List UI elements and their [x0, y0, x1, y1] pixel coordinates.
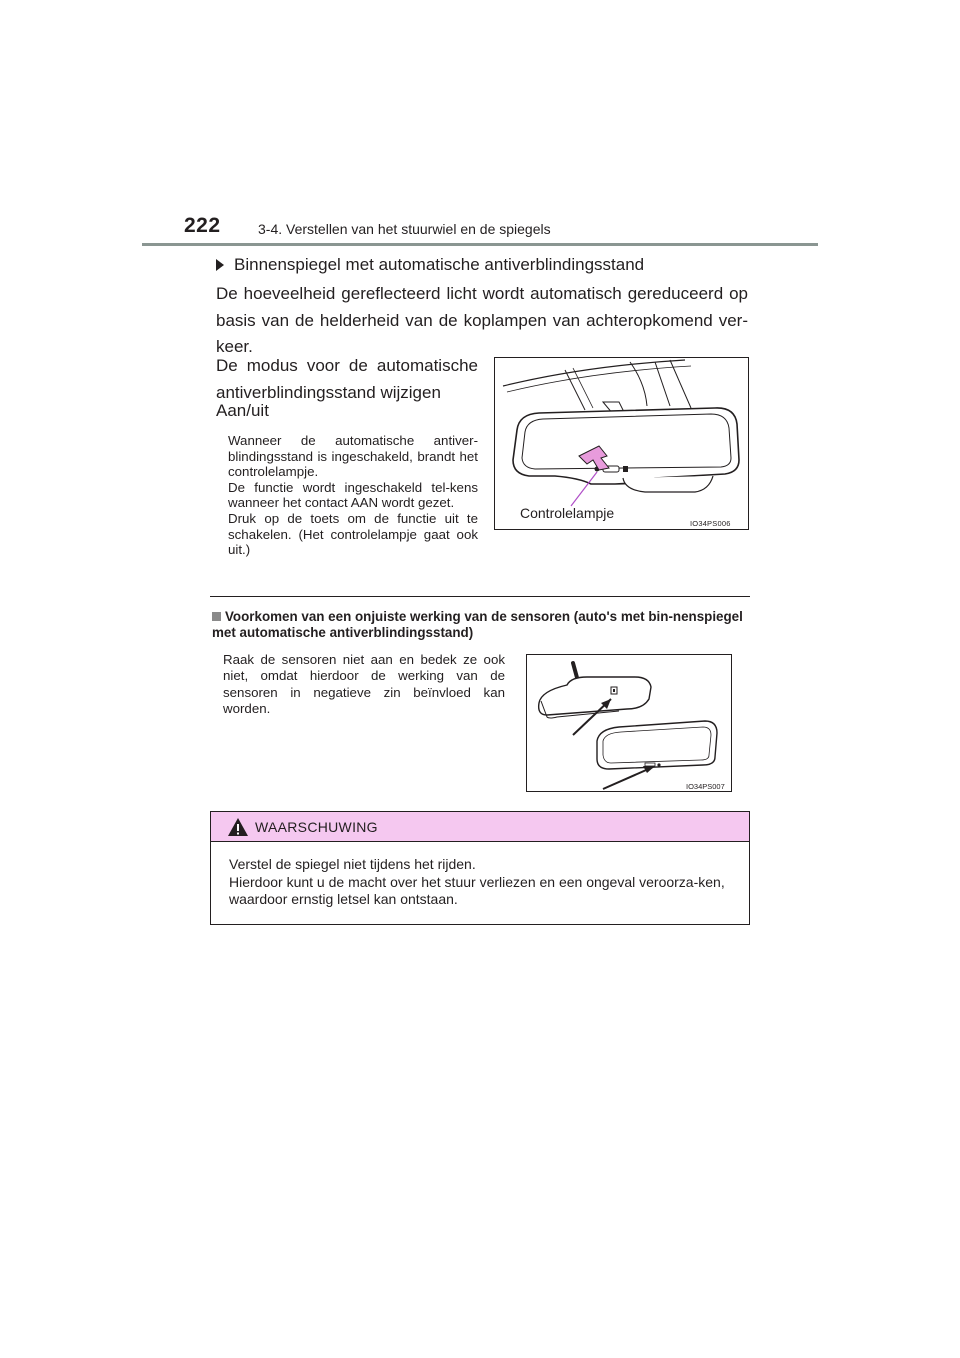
warning-box	[210, 811, 750, 925]
sensor-description: Raak de sensoren niet aan en bedek ze ook niet, omdat hierdoor de werking van de sensoren in negatieve zin beïnvloed kan worden.	[223, 652, 505, 716]
warning-header	[211, 812, 749, 842]
sensor-heading-text: Voorkomen van een onjuiste werking van de sensoren (auto's met bin-nenspiegel met automatische antiverblindingsstand)	[212, 609, 743, 640]
aanuit-line: De functie wordt ingeschakeld tel-kens wanneer het contact AAN wordt gezet.	[228, 479, 478, 511]
page-number: 222	[184, 214, 221, 237]
warning-line: Verstel de spiegel niet tijdens het rijden.	[229, 856, 476, 872]
bullet-heading-text: Binnenspiegel met automatische antiverblindingsstand	[234, 255, 645, 274]
sensor-figure	[526, 654, 732, 792]
aanuit-title: Aan/uit	[216, 401, 269, 420]
warning-title: WAARSCHUWING	[255, 819, 378, 835]
section-title: 3-4. Verstellen van het stuurwiel en de spiegels	[258, 221, 551, 237]
warning-line: Hierdoor kunt u de macht over het stuur verliezen en een ongeval veroorza-ken, waardoor ernstig letsel kan ontstaan.	[229, 873, 725, 907]
figure-code: IO34PS007	[686, 782, 725, 791]
triangle-bullet-icon	[216, 259, 224, 271]
intro-paragraph: De hoeveelheid gereflecteerd licht wordt automatisch gereduceerd op basis van de helderheid van de koplampen van achteropkomend ver-keer.	[216, 284, 748, 356]
header-rule	[142, 243, 818, 246]
sensor-illustration	[527, 655, 731, 791]
mode-heading: De modus voor de automatische antiverblindingsstand wijzigen	[216, 356, 478, 402]
section-divider	[210, 596, 750, 597]
aanuit-description	[228, 433, 478, 558]
mirror-illustration	[495, 358, 748, 529]
indicator-callout-label: Controlelampje	[520, 505, 615, 521]
sensor-heading	[212, 609, 750, 641]
square-bullet-icon	[212, 612, 221, 621]
figure-code: IO34PS006	[690, 519, 731, 528]
aanuit-line: Wanneer de automatische antiver-blindingsstand is ingeschakeld, brandt het controlelampje.	[228, 433, 478, 480]
aanuit-line: Druk op de toets om de functie uit te schakelen. (Het controlelampje gaat ook uit.)	[228, 510, 478, 558]
warning-text	[229, 856, 741, 909]
warning-triangle-icon	[227, 817, 249, 837]
bullet-heading	[216, 255, 644, 275]
